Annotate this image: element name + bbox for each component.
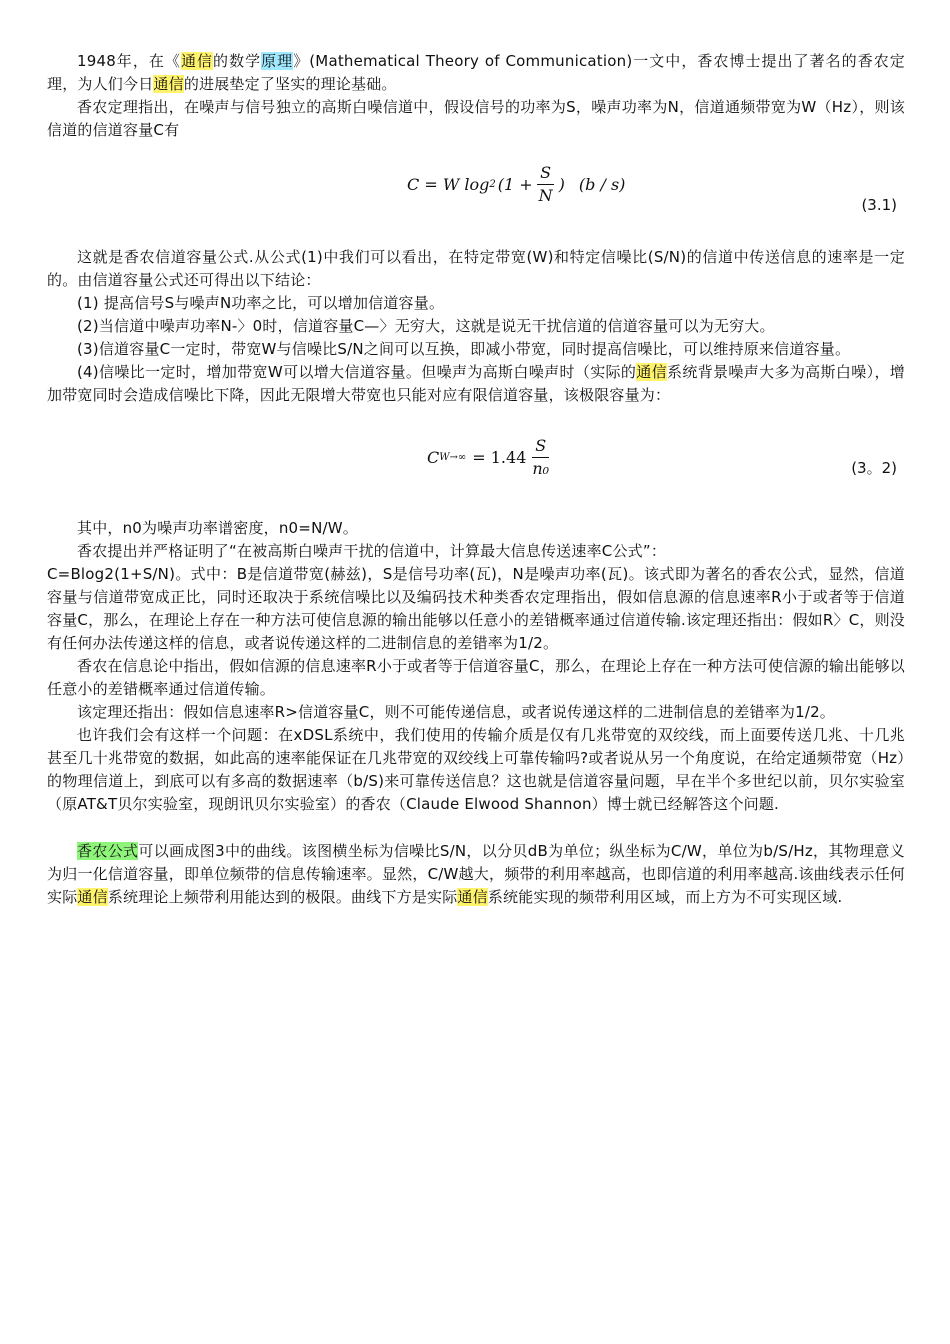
formula-expression (427, 429, 555, 485)
text-run: 的进展垫定了坚实的理论基础。 (183, 75, 397, 93)
spacer (47, 816, 905, 840)
fraction-denominator: N (538, 185, 553, 205)
paragraph-conclusion-4 (47, 361, 905, 407)
formula-subscript: W→∞ (439, 451, 467, 463)
paragraph-theorem-limit: 该定理还指出：假如信息速率R>信道容量C，则不可能传递信息，或者说传递这样的二进制信息的差错率为1/2。 (77, 703, 836, 721)
spacer (47, 493, 905, 517)
highlight-tongxin: 通信 (153, 75, 184, 93)
formula-open: (1 + (497, 174, 533, 194)
formula-close: ) (558, 174, 565, 194)
text-run: 》(Mathematical Theory of Communication)一文中，香农博士提出了著名的香农定理，为人们今日 (47, 52, 905, 93)
paragraph-xdsl-question: 也许我们会有这样一个问题：在xDSL系统中，我们使用的传输介质是仅有几兆带宽的双绞线，而上面要传送几兆、十几兆甚至几十兆带宽的数据，如此高的速率能保证在几兆带宽的双绞线上可靠传输吗?或者说从另一个角度说，在给定通频带宽（Hz）的物理信道上，到底可以有多高的数据速率（b/S)来可靠传送信息？这也就是信道容量问题，早在半个多世纪以前，贝尔实验室（原AT&T贝尔实验室，现朗讯贝尔实验室）的香农（Claude Elwood Shannon）博士就已经解答这个问题. (47, 726, 905, 813)
text-run: 系统背景噪声大多为高斯白噪），增加带宽同时会造成信噪比下降，因此无限增大带宽也只能对应有限信道容量，该极限容量为： (47, 363, 906, 404)
spacer (47, 222, 905, 246)
paragraph-conclusion-2: (2)当信道中噪声功率N-〉0时，信道容量C—〉无穷大，这就是说无干扰信道的信道容量可以为无穷大。 (77, 317, 775, 335)
fraction-numerator: S (537, 162, 554, 185)
text-run: 的数学 (213, 52, 262, 70)
formula-shannon-capacity (47, 142, 905, 222)
equation-number: (3。2) (851, 459, 897, 477)
highlight-xiangnong-gongshi: 香农公式 (77, 842, 139, 860)
paragraph-theorem: 香农定理指出，在噪声与信号独立的高斯白噪信道中，假设信号的功率为S，噪声功率为N，信道通频带宽为W（Hz），则该信道的信道容量C有 (47, 98, 905, 139)
text-run: 1948年，在《 (77, 52, 181, 70)
paragraph-shannon-formula: C=Blog2(1+S/N)。式中：B是信道带宽(赫兹)，S是信号功率(瓦)，N是噪声功率(瓦)。该式即为著名的香农公式，显然，信道容量与信道带宽成正比，同时还取决于系统信噪比以及编码技术种类香农定理指出，假如信息源的信息速率R小于或者等于信道容量C，那么，在理论上存在一种方法可使信息源的输出能够以任意小的差错概率通过信道传输.该定理还指出：假如R〉C，则没有任何办法传递这样的信息，或者说传递这样的二进制信息的差错率为1/2。 (47, 565, 905, 652)
paragraph-noise-density: 其中，n0为噪声功率谱密度，n0=N/W。 (77, 519, 358, 537)
formula-subscript: 2 (489, 178, 496, 190)
paragraph-curve (47, 840, 905, 909)
formula-expression (407, 156, 625, 212)
highlight-tongxin: 通信 (636, 363, 667, 381)
paragraph-information-theory: 香农在信息论中指出，假如信源的信息速率R小于或者等于信道容量C，那么，在理论上存在一种方法可使信源的输出能够以任意小的差错概率通过信道传输。 (47, 657, 905, 698)
highlight-yuanli: 原理 (261, 52, 294, 70)
paragraph-intro (47, 50, 905, 96)
formula-capacity-limit (47, 407, 905, 493)
formula-rhs: = 1.44 (472, 447, 527, 467)
formula-lhs: C (427, 447, 440, 467)
paragraph-shannon-proof: 香农提出并严格证明了“在被高斯白噪声干扰的信道中，计算最大信息传送速率C公式”： (77, 542, 667, 560)
text-run: 系统理论上频带利用能达到的极限。曲线下方是实际 (107, 888, 458, 906)
equation-number: (3.1) (861, 196, 897, 214)
formula-unit: (b / s) (578, 174, 626, 194)
formula-lhs: C = W log (407, 174, 490, 194)
formula-fraction (536, 162, 556, 207)
paragraph-conclusion-3: (3)信道容量C一定时，带宽W与信噪比S/N之间可以互换，即减小带宽，同时提高信噪比，可以维持原来信道容量。 (77, 340, 851, 358)
highlight-tongxin: 通信 (180, 52, 214, 70)
document-page (47, 50, 905, 909)
paragraph-conclusions-intro: 这就是香农信道容量公式.从公式(1)中我们可以看出，在特定带宽(W)和特定信噪比(S/N)的信道中传送信息的速率是一定的。由信道容量公式还可得出以下结论： (47, 248, 905, 289)
text-run: (4)信噪比一定时，增加带宽W可以增大信道容量。但噪声为高斯白噪声时（实际的 (77, 363, 637, 381)
fraction-denominator: n₀ (532, 458, 550, 478)
fraction-numerator: S (532, 435, 549, 458)
highlight-tongxin: 通信 (77, 888, 108, 906)
formula-fraction (529, 435, 552, 480)
text-run: 系统能实现的频带利用区域，而上方为不可实现区域. (487, 888, 843, 906)
paragraph-conclusion-1: (1) 提高信号S与噪声N功率之比，可以增加信道容量。 (77, 294, 445, 312)
highlight-tongxin: 通信 (457, 888, 488, 906)
text-run: 可以画成图3中的曲线。该图横坐标为信噪比S/N，以分贝dB为单位；纵坐标为C/W，单位为b/S/Hz，其物理意义为归一化信道容量，即单位频带的信息传输速率。显然，C/W越大，频带的利用率越高，也即信道的利用率越高.该曲线表示任何实际 (47, 842, 905, 906)
